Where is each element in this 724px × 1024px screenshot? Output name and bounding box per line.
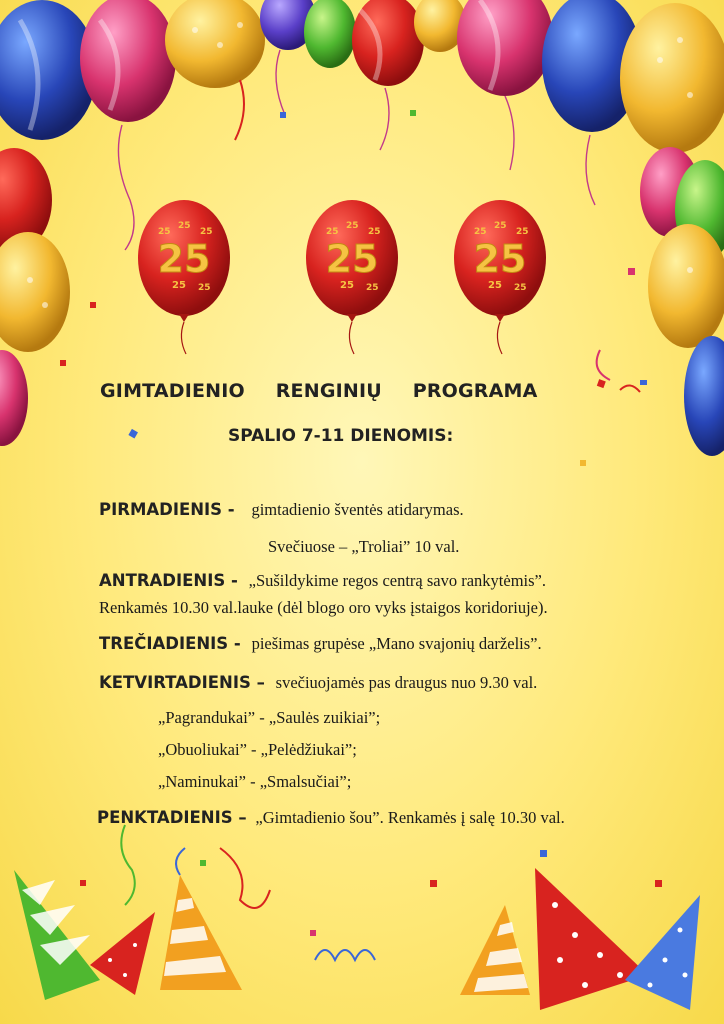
svg-text:25: 25 [157, 237, 211, 281]
svg-text:25: 25 [340, 280, 354, 291]
page-title: GIMTADIENIO RENGINIŲ PROGRAMA [100, 380, 538, 402]
svg-text:25: 25 [368, 227, 381, 237]
svg-text:25: 25 [473, 237, 527, 281]
svg-text:25: 25 [178, 221, 191, 231]
program-tuesday [99, 571, 546, 591]
day-label: TREČIADIENIS - [99, 634, 241, 653]
svg-text:25: 25 [516, 227, 529, 237]
svg-text:25: 25 [172, 280, 186, 291]
svg-text:25: 25 [198, 283, 211, 293]
thursday-visit: „Pagrandukai” - „Saulės zuikiai”; [158, 708, 381, 727]
page-subtitle: SPALIO 7-11 DIENOMIS: [228, 426, 454, 446]
program-monday [99, 500, 464, 520]
day-description: svečiuojamės pas draugus nuo 9.30 val. [275, 673, 538, 692]
day-description: „Gimtadienio šou”. Renkamės į salę 10.30 val. [255, 808, 565, 827]
svg-text:25: 25 [488, 280, 502, 291]
program-wednesday [99, 634, 542, 654]
thursday-visit: „Naminukai” - „Smalsučiai”; [158, 772, 352, 791]
svg-text:25: 25 [474, 227, 487, 237]
svg-text:25: 25 [200, 227, 213, 237]
svg-text:25: 25 [366, 283, 379, 293]
day-label: KETVIRTADIENIS – [99, 673, 265, 692]
svg-text:25: 25 [325, 237, 379, 281]
day-description: „Sušildykime regos centrą savo rankytėmis”. [248, 571, 547, 590]
program-friday [97, 808, 565, 828]
day-label: PENKTADIENIS – [97, 808, 247, 827]
balloon-25-icon [138, 200, 230, 354]
balloon-25-icon [454, 200, 546, 354]
svg-text:25: 25 [514, 283, 527, 293]
day-label: ANTRADIENIS - [99, 571, 238, 590]
svg-text:25: 25 [494, 221, 507, 231]
thursday-visit: „Obuoliukai” - „Pelėdžiukai”; [158, 740, 357, 759]
monday-extra: Svečiuose – „Troliai” 10 val. [268, 537, 460, 556]
svg-text:25: 25 [326, 227, 339, 237]
program-thursday [99, 673, 537, 693]
day-description: gimtadienio šventės atidarymas. [251, 500, 464, 519]
day-label: PIRMADIENIS - [99, 500, 235, 519]
tuesday-extra: Renkamės 10.30 val.lauke (dėl blogo oro vyks įstaigos koridoriuje). [99, 598, 548, 617]
balloon-25-icon [306, 200, 398, 354]
party-hats [14, 825, 700, 1010]
day-description: piešimas grupėse „Mano svajonių darželis”. [251, 634, 542, 653]
svg-text:25: 25 [346, 221, 359, 231]
svg-text:25: 25 [158, 227, 171, 237]
